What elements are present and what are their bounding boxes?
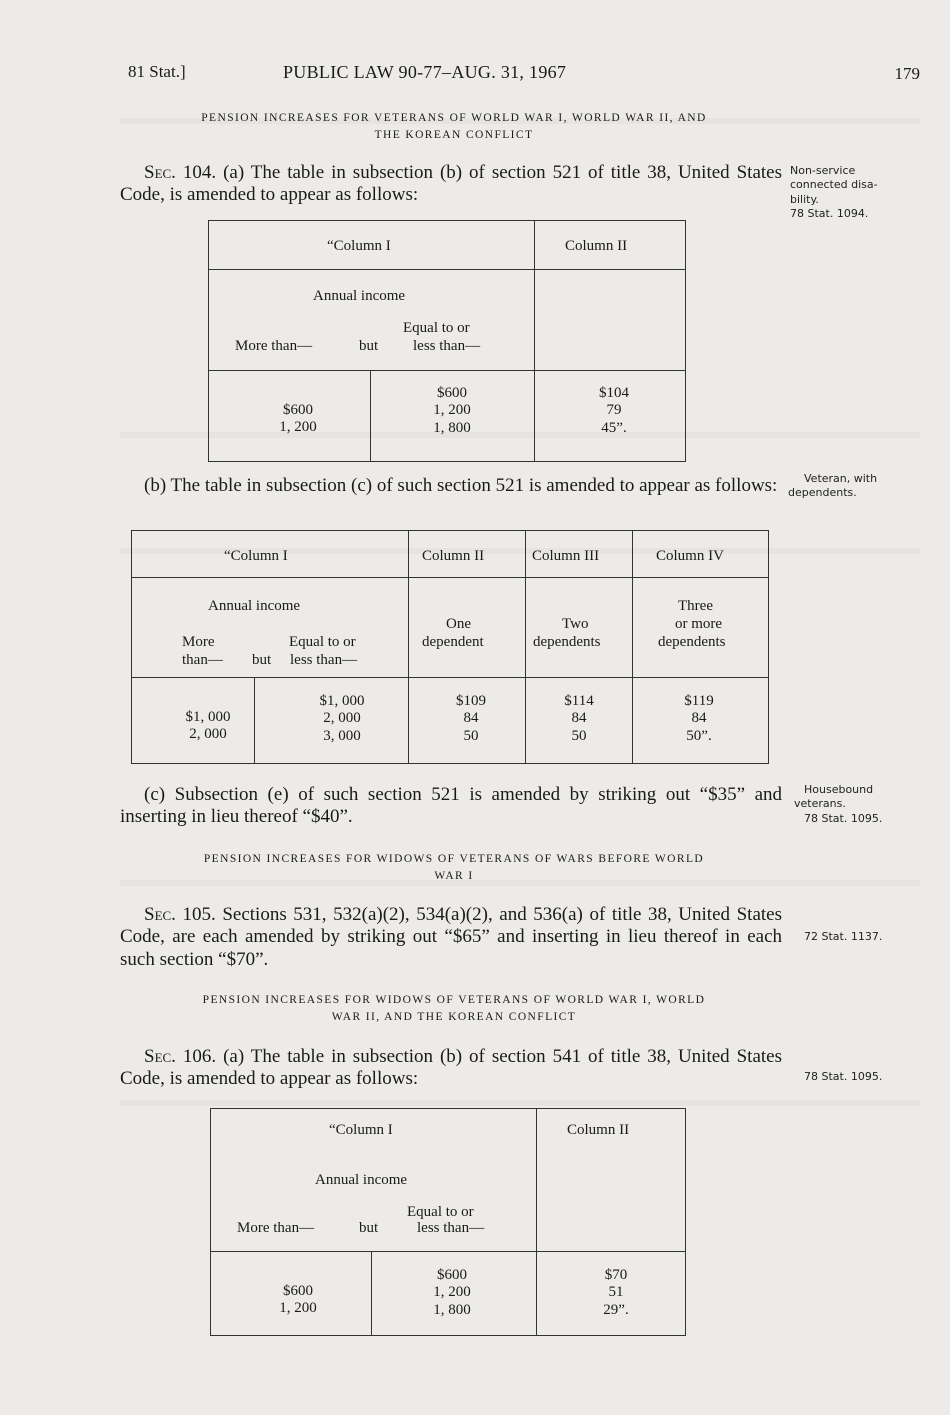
column-header: Column II — [565, 238, 628, 254]
table-divider — [209, 370, 685, 371]
subheader: Three — [678, 598, 713, 614]
cell-value: $1, 000 — [319, 693, 365, 709]
column-header: Column IV — [656, 548, 724, 564]
column-header: Column II — [422, 548, 485, 564]
cell-value: $119 — [684, 693, 714, 709]
table-divider — [525, 531, 526, 763]
less-than-values — [302, 693, 382, 745]
column-header: “Column I — [327, 238, 391, 254]
subheader: dependent — [422, 634, 484, 650]
cell-value: 29”. — [603, 1301, 629, 1318]
subheader: Equal to or — [407, 1204, 474, 1220]
cell-value: $600 — [283, 1283, 313, 1299]
subheader: More than— — [237, 1220, 315, 1236]
subheader: More than— — [235, 338, 313, 354]
cell-value: 84 — [463, 710, 479, 727]
table-divider — [536, 1109, 537, 1335]
paragraph-sec104c: (c) Subsection (e) of such section 521 is amended by striking out “$35” and inserting in lieu thereof “$40”. — [120, 784, 782, 828]
subheader: but — [359, 1220, 379, 1236]
subheader: One — [446, 616, 471, 632]
table-divider — [211, 1251, 685, 1252]
column4-values — [664, 693, 734, 745]
subheader: less than— — [413, 338, 481, 354]
cell-value: 45”. — [601, 419, 627, 436]
cell-value: 1, 200 — [433, 1284, 471, 1301]
table-divider — [132, 677, 768, 678]
section-heading-1 — [118, 110, 790, 145]
cell-value: $114 — [564, 693, 594, 709]
paragraph-text: 106. (a) The table in subsection (b) of section 541 of title 38, United States Code, is amended to appear as follows: — [120, 1046, 782, 1090]
table-2 — [131, 530, 769, 764]
note-line: Veteran, with — [804, 472, 878, 485]
note-line: 78 Stat. 1095. — [804, 811, 883, 825]
less-than-values — [417, 1267, 487, 1319]
cell-value: 84 — [571, 710, 587, 727]
column2-values — [581, 1267, 651, 1319]
cell-value: $104 — [599, 385, 629, 401]
note-line: dependents. — [788, 486, 857, 500]
paragraph-sec104b: (b) The table in subsection (c) of such section 521 is amended to appear as follows: — [144, 475, 778, 496]
note-line: veterans. — [794, 797, 846, 811]
subheader: Annual income — [315, 1172, 408, 1188]
note-line: Non-service — [790, 164, 856, 177]
table-divider — [408, 531, 409, 763]
cell-value: 2, 000 — [189, 726, 227, 743]
more-than-values — [263, 402, 333, 437]
column3-values — [544, 693, 614, 745]
table-divider — [370, 370, 371, 461]
section-heading-2 — [118, 851, 790, 886]
cell-value: 1, 800 — [433, 1301, 471, 1318]
table-divider — [209, 269, 685, 270]
cell-value: $70 — [604, 1267, 628, 1283]
subheader: Two — [562, 616, 589, 632]
column-header: “Column I — [329, 1122, 393, 1138]
section-prefix: Sec. — [144, 904, 176, 925]
table-divider — [132, 577, 768, 578]
table-3 — [210, 1108, 686, 1336]
note-line: 78 Stat. 1094. — [790, 206, 869, 220]
column-header: “Column I — [224, 548, 288, 564]
margin-note-72stat: 72 Stat. 1137. — [804, 930, 883, 943]
table-divider — [254, 677, 255, 763]
paragraph-sec105 — [120, 904, 782, 971]
header-title: PUBLIC LAW 90-77–AUG. 31, 1967 — [283, 62, 567, 82]
cell-value: $600 — [437, 1267, 467, 1283]
cell-value: 3, 000 — [323, 727, 361, 744]
note-line: Housebound — [804, 783, 874, 796]
margin-note-78stat: 78 Stat. 1095. — [804, 1070, 883, 1083]
page-number: 179 — [894, 64, 920, 83]
column2-values — [436, 693, 506, 745]
more-than-values — [168, 709, 248, 744]
margin-note-nonservice — [790, 164, 940, 221]
paragraph-sec104a — [120, 162, 782, 207]
subheader: Annual income — [208, 598, 301, 614]
heading-line: THE KOREAN CONFLICT — [374, 129, 534, 142]
table-divider — [371, 1251, 372, 1335]
cell-value: 1, 800 — [433, 419, 471, 436]
cell-value: $1, 000 — [185, 709, 231, 725]
margin-note-housebound — [794, 783, 944, 826]
table-divider — [632, 531, 633, 763]
subheader: but — [359, 338, 379, 354]
subheader: Annual income — [313, 288, 406, 304]
section-heading-3 — [118, 992, 790, 1027]
cell-value: 1, 200 — [279, 1300, 317, 1317]
table-1 — [208, 220, 686, 462]
note-line: connected disa- — [790, 178, 878, 192]
section-prefix: Sec. — [144, 1046, 176, 1067]
subheader: less than— — [290, 652, 358, 668]
margin-note-dependents — [788, 472, 938, 501]
subheader: dependents — [658, 634, 726, 650]
cell-value: 79 — [606, 402, 622, 419]
heading-line: PENSION INCREASES FOR WIDOWS OF VETERANS OF WORLD WAR I, WORLD — [202, 994, 706, 1006]
subheader: or more — [675, 616, 723, 632]
cell-value: 50”. — [686, 727, 712, 744]
subheader: less than— — [417, 1220, 485, 1236]
cell-value: $600 — [283, 402, 313, 418]
section-prefix: Sec. — [144, 162, 176, 183]
heading-line: WAR II, AND THE KOREAN CONFLICT — [331, 1011, 577, 1024]
subheader: Equal to or — [403, 320, 470, 336]
bleed-through — [120, 1100, 920, 1106]
cell-value: 84 — [691, 710, 707, 727]
cell-value: 1, 200 — [279, 419, 317, 436]
subheader: dependents — [533, 634, 601, 650]
subheader: but — [252, 652, 272, 668]
column-header: Column III — [532, 548, 600, 564]
subheader: than— — [182, 652, 223, 668]
cell-value: 51 — [608, 1284, 624, 1301]
cell-value: 2, 000 — [323, 710, 361, 727]
paragraph-text: 104. (a) The table in subsection (b) of section 521 of title 38, United States Code, is amended to appear as follows: — [120, 162, 782, 206]
note-line: bility. — [790, 192, 819, 206]
paragraph-text: 105. Sections 531, 532(a)(2), 534(a)(2), and 536(a) of title 38, United States Code, are each amended by striking out “$65” and inserting in lieu thereof in each such section “$70”. — [120, 904, 782, 970]
subheader: Equal to or — [289, 634, 356, 650]
cell-value: 1, 200 — [433, 402, 471, 419]
cell-value: 50 — [463, 727, 479, 744]
heading-line: WAR I — [434, 870, 474, 883]
paragraph-sec106a — [120, 1046, 782, 1091]
column2-values — [579, 385, 649, 437]
subheader: More — [182, 634, 215, 650]
table-divider — [534, 221, 535, 461]
cell-value: $600 — [437, 385, 467, 401]
heading-line: PENSION INCREASES FOR VETERANS OF WORLD WAR I, WORLD WAR II, AND — [201, 112, 707, 124]
column-header: Column II — [567, 1122, 630, 1138]
cell-value: 50 — [571, 727, 587, 744]
cell-value: $109 — [456, 693, 486, 709]
heading-line: PENSION INCREASES FOR WIDOWS OF VETERANS OF WARS BEFORE WORLD — [203, 853, 705, 865]
less-than-values — [417, 385, 487, 437]
header-volume: 81 Stat.] — [128, 62, 186, 81]
more-than-values — [263, 1283, 333, 1318]
